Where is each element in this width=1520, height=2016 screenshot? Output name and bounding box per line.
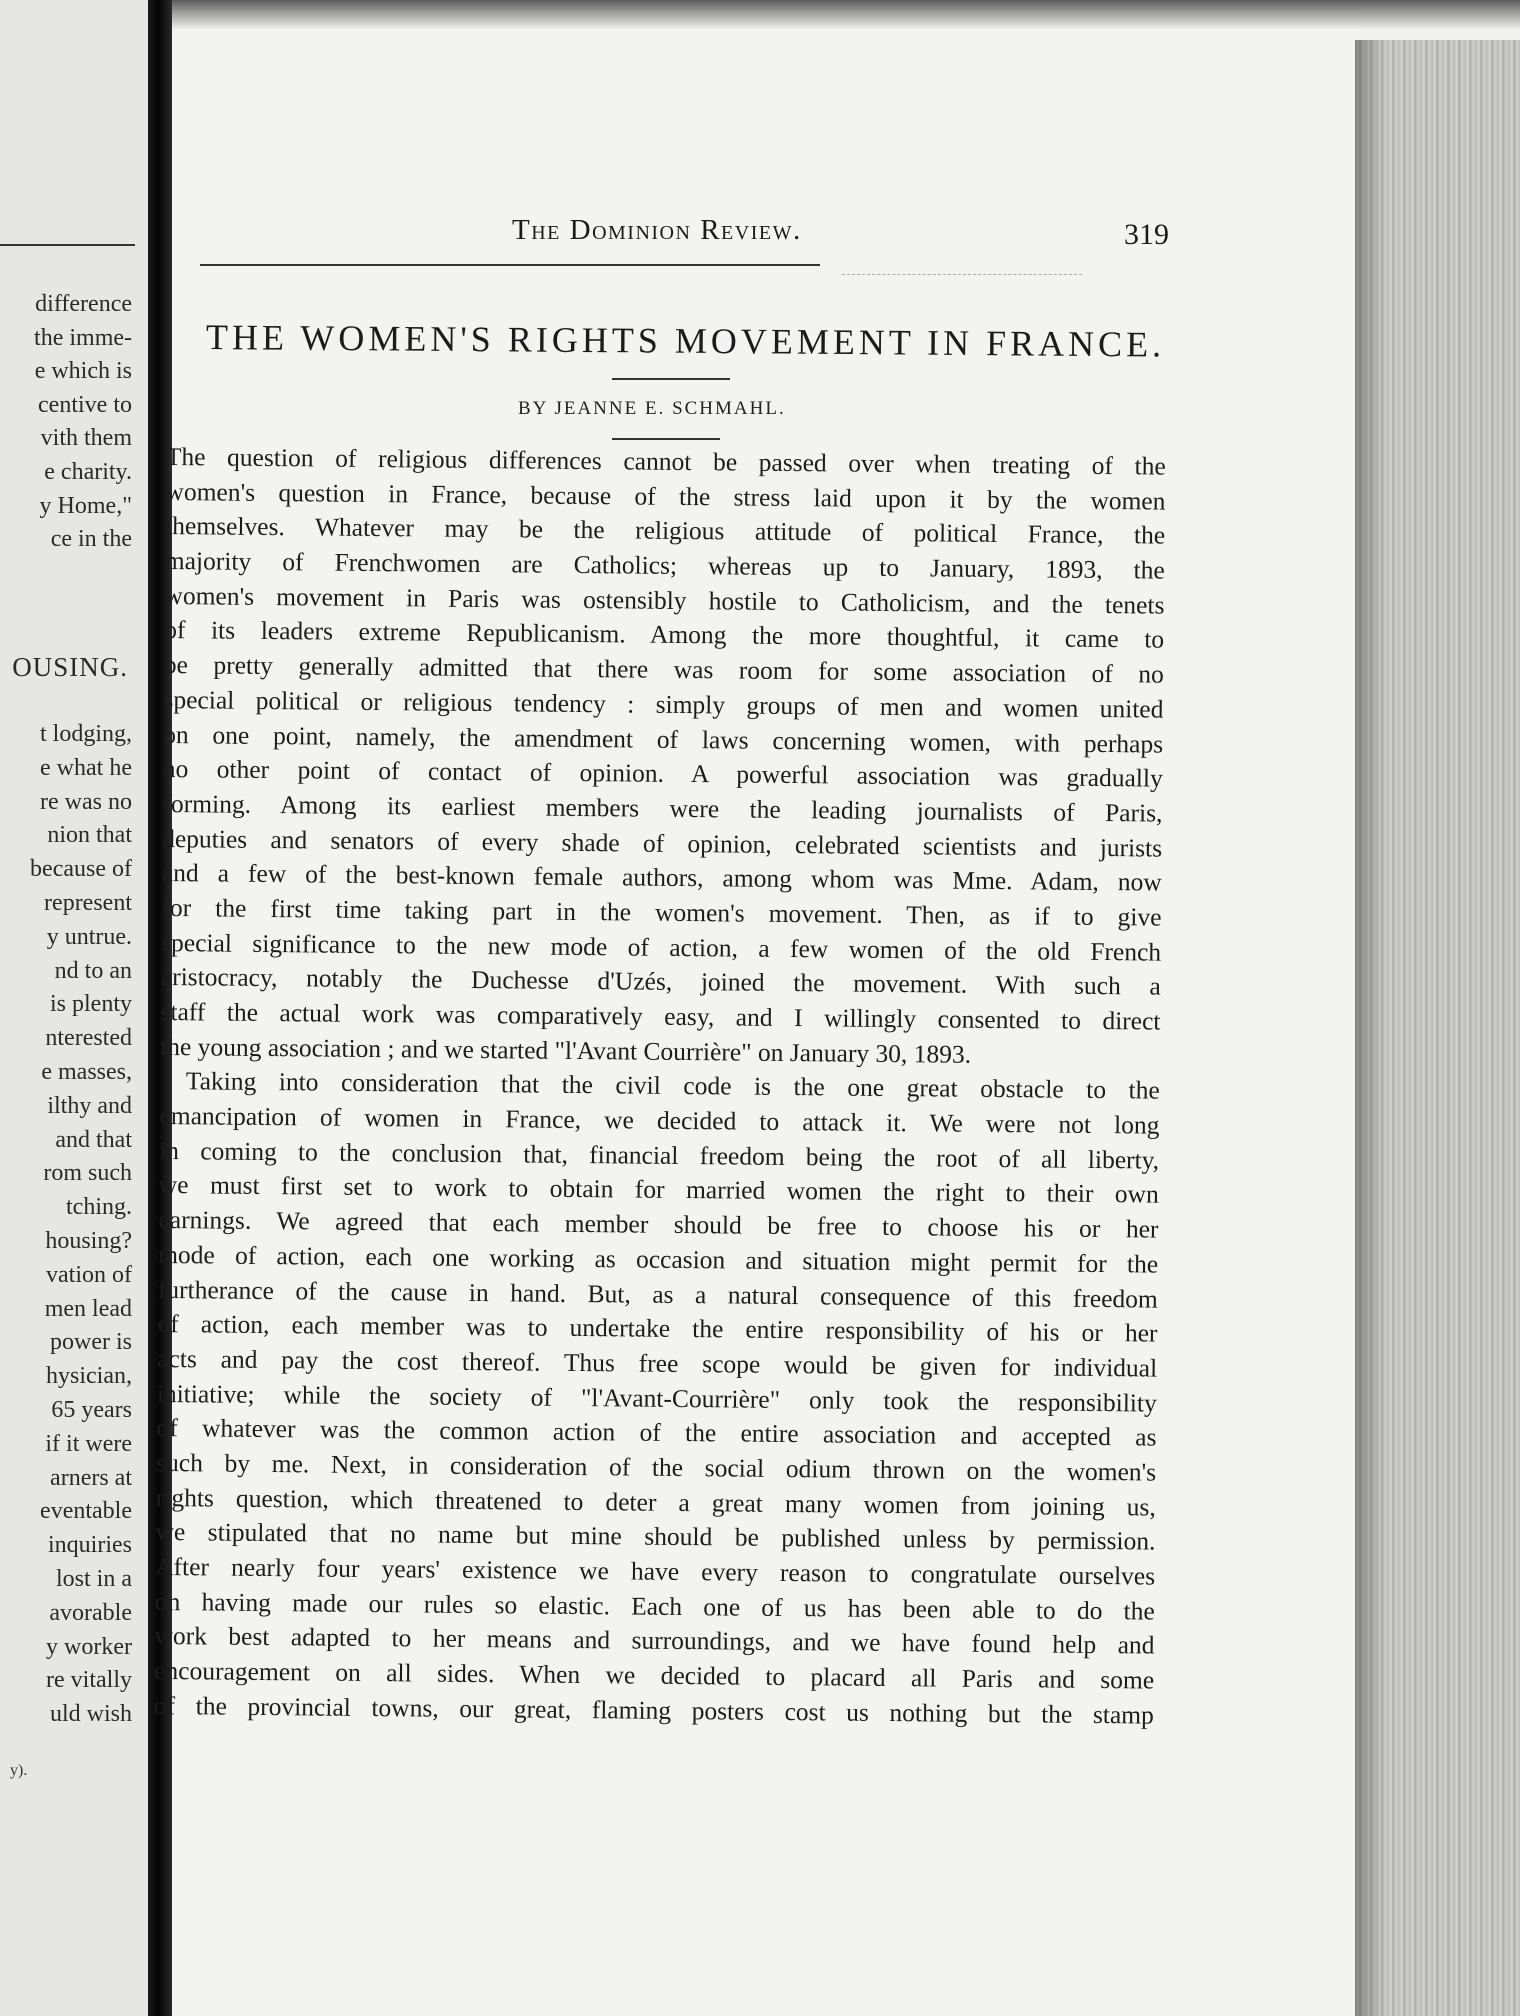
article-byline: BY JEANNE E. SCHMAHL. — [518, 398, 786, 419]
body-line: The question of religious differences cannot be passed over when treating of the — [165, 441, 1166, 481]
top-shadow — [172, 0, 1520, 30]
header-rule-faint — [842, 274, 1082, 275]
body-line: the young association ; and we started "l'Avant Courrière" on January 30, 1893. — [160, 1031, 972, 1069]
body-line: be pretty generally admitted that there was room for some association of no — [163, 650, 1164, 689]
left-line: nterested — [45, 1025, 132, 1052]
left-line: e what he — [40, 754, 132, 781]
body-line: staff the actual work was comparatively easy, and I willingly consented to direct — [160, 996, 1161, 1036]
left-line: rom such — [43, 1160, 132, 1187]
body-line: mode of action, each one working as occasion and situation might permit for the — [158, 1239, 1159, 1279]
article-title: THE WOMEN'S RIGHTS MOVEMENT IN FRANCE. — [205, 317, 1166, 365]
left-facing-page — [0, 0, 150, 2016]
left-line: because of — [30, 856, 132, 883]
left-line: if it were — [45, 1430, 132, 1457]
body-line: for the first time taking part in the women's movement. Then, as if to give — [161, 892, 1162, 932]
body-line: encouragement on all sides. When we decided to placard all Paris and some — [154, 1656, 1155, 1695]
body-line: aristocracy, notably the Duchesse d'Uzés, joined the movement. With such a — [160, 962, 1161, 1001]
left-line: housing? — [45, 1227, 132, 1254]
left-line: difference — [35, 291, 132, 317]
header-rule — [200, 264, 820, 266]
body-line: emancipation of women in France, we decided to attack it. We were not long — [159, 1101, 1160, 1140]
page-edges-shadow — [1355, 40, 1385, 2016]
left-page-text-bottom — [0, 718, 132, 1732]
body-line: majority of Frenchwomen are Catholics; whereas up to January, 1893, the — [164, 546, 1165, 585]
body-line: themselves. Whatever may be the religious attitude of political France, the — [165, 511, 1166, 550]
left-line: y worker — [46, 1633, 132, 1660]
article-body — [154, 440, 1166, 1733]
left-page-footer: y). — [10, 1762, 28, 1779]
left-line: the imme- — [34, 324, 132, 351]
left-line: power is — [50, 1329, 132, 1356]
left-line: e charity. — [44, 458, 132, 485]
body-line: and a few of the best-known female authors, among whom was Mme. Adam, now — [161, 858, 1162, 897]
body-line: After nearly four years' existence we have every reason to congratulate ourselves — [155, 1551, 1156, 1591]
byline-rule — [612, 438, 720, 440]
body-line: earnings. We agreed that each member should be free to choose his or her — [158, 1205, 1159, 1244]
left-line: avorable — [49, 1599, 132, 1626]
body-line: special political or religious tendency : simply groups of men and women united — [163, 684, 1164, 724]
body-line: deputies and senators of every shade of opinion, celebrated scientists and jurists — [162, 823, 1163, 863]
body-line: of the provincial towns, our great, flaming posters cost us nothing but the stamp — [153, 1690, 1154, 1730]
body-line: women's question in France, because of the stress laid upon it by the women — [165, 476, 1166, 516]
running-head: The Dominion Review. — [512, 214, 802, 246]
body-line: acts and pay the cost thereof. Thus free scope would be given for individual — [157, 1343, 1158, 1383]
left-line: t lodging, — [39, 721, 132, 747]
title-rule — [612, 378, 730, 380]
left-line: uld wish — [49, 1701, 132, 1728]
left-line: e masses, — [41, 1058, 132, 1085]
left-page-heading: OUSING. — [12, 652, 128, 682]
left-line: vation of — [46, 1261, 132, 1288]
left-line: and that — [55, 1126, 132, 1153]
left-line: centive to — [38, 391, 132, 418]
body-line: initiative; while the society of "l'Avant-Courrière" only took the responsibility — [156, 1378, 1157, 1418]
body-line: women's movement in Paris was ostensibly hostile to Catholicism, and the tenets — [164, 580, 1165, 620]
left-line: men lead — [44, 1295, 132, 1322]
left-line: vith them — [40, 425, 132, 452]
body-line: we must first set to work to obtain for married women the right to their own — [158, 1170, 1159, 1210]
left-line: is plenty — [50, 991, 132, 1018]
body-line: of whatever was the common action of the entire association and accepted as — [156, 1413, 1157, 1452]
body-line: of action, each member was to undertake the entire responsibility of his or her — [157, 1309, 1158, 1348]
left-line: e which is — [34, 358, 132, 385]
left-line: re vitally — [46, 1667, 132, 1694]
body-line: such by me. Next, in consideration of the social odium thrown on the women's — [156, 1447, 1157, 1487]
left-line: nion that — [47, 822, 132, 849]
body-line: Taking into consideration that the civil code is the one great obstacle to the — [185, 1066, 1160, 1105]
left-line: y Home," — [39, 492, 132, 519]
left-line: lost in a — [56, 1565, 132, 1592]
left-line: represent — [44, 889, 132, 916]
left-line: ce in the — [50, 526, 132, 553]
body-line: forming. Among its earliest members were the leading journalists of Paris, — [162, 788, 1163, 828]
body-line: of its leaders extreme Republicanism. Among the more thoughtful, it came to — [164, 615, 1165, 655]
body-line: on having made our rules so elastic. Each one of us has been able to do the — [154, 1586, 1155, 1626]
left-line: y untrue. — [46, 923, 132, 950]
body-line: no other point of contact of opinion. A powerful association was gradually — [162, 754, 1163, 793]
body-line: in coming to the conclusion that, financial freedom being the root of all liberty, — [159, 1135, 1160, 1175]
left-page-rule — [0, 244, 135, 246]
left-line: eventable — [40, 1498, 132, 1525]
left-line: arners at — [50, 1464, 132, 1491]
left-line: nd to an — [54, 957, 132, 984]
left-line: hysician, — [46, 1363, 132, 1390]
page-number: 319 — [1124, 218, 1169, 251]
left-page-text-top — [0, 288, 132, 557]
body-line: we stipulated that no name but mine should be published unless by permission. — [155, 1517, 1156, 1556]
body-line: work best adapted to her means and surroundings, and we have found help and — [154, 1621, 1155, 1660]
left-line: 65 years — [51, 1396, 132, 1423]
body-line: furtherance of the cause in hand. But, as a natural consequence of this freedom — [157, 1274, 1158, 1314]
left-line: inquiries — [48, 1532, 132, 1559]
body-line: on one point, namely, the amendment of laws concerning women, with perhaps — [163, 719, 1164, 759]
left-line: ilthy and — [47, 1092, 132, 1119]
left-line: tching. — [66, 1194, 132, 1221]
body-line: special significance to the new mode of action, a few women of the old French — [161, 927, 1162, 967]
left-line: re was no — [40, 788, 132, 815]
body-line: rights question, which threatened to deter a great many women from joining us, — [155, 1482, 1156, 1522]
